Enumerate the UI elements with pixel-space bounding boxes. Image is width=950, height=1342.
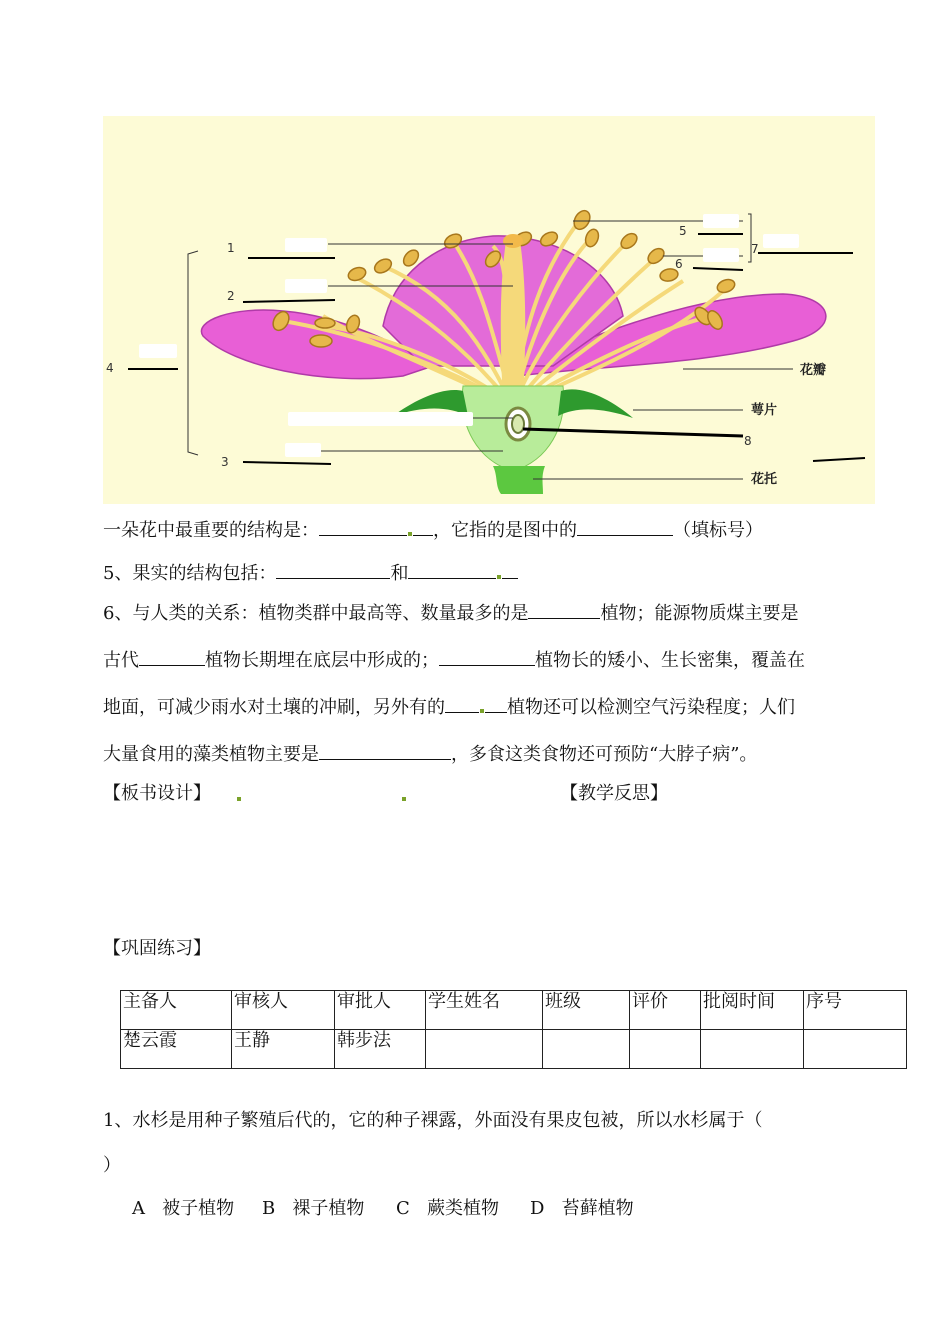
q-important-text-b: ，它指的是图中的 — [433, 520, 577, 541]
table-header-cell: 学生姓名 — [426, 991, 543, 1030]
q6-text: 地面，可减少雨水对土壤的冲刷，另外有的 — [103, 697, 445, 718]
label-7: 7 — [751, 242, 759, 256]
board-design-heading — [103, 782, 211, 806]
answer-blank[interactable] — [502, 560, 518, 579]
option-letter: D — [530, 1198, 545, 1219]
answer-blank[interactable] — [139, 647, 205, 666]
question-5 — [103, 560, 518, 586]
question-1-line1 — [103, 1109, 762, 1133]
table-header-cell: 审批人 — [335, 991, 426, 1030]
option-text: 裸子植物 — [292, 1198, 365, 1219]
label-6: 6 — [675, 257, 683, 271]
answer-blank[interactable] — [413, 517, 433, 536]
q6-text: 6、与人类的关系：植物类群中最高等、数量最多的是 — [103, 603, 529, 624]
label-petal: 花瓣 — [800, 363, 827, 378]
table-header-cell: 主备人 — [121, 991, 232, 1030]
q6-text: 植物还可以检测空气污染程度；人们 — [507, 697, 795, 718]
q-important-text-a: 一朵花中最重要的结构是： — [103, 520, 319, 541]
question-1-text-end: ） — [103, 1155, 121, 1176]
question-important-structure — [103, 517, 763, 543]
dot-marker — [480, 709, 484, 713]
answer-blank[interactable] — [577, 517, 673, 536]
table-header-cell: 班级 — [543, 991, 630, 1030]
label-sepal: 萼片 — [751, 403, 778, 418]
label-5: 5 — [679, 224, 687, 238]
table-row — [121, 1030, 907, 1069]
teaching-reflection-label: 【教学反思】 — [560, 783, 668, 804]
question-6-line3 — [103, 694, 795, 720]
label-8: 8 — [744, 434, 752, 448]
practice-heading-label: 【巩固练习】 — [103, 938, 211, 959]
flower-diagram-svg — [103, 116, 875, 504]
table-header-cell: 评价 — [630, 991, 701, 1030]
practice-heading — [103, 937, 211, 961]
q6-text: 植物长的矮小、生长密集，覆盖在 — [535, 650, 805, 671]
receptacle-shape — [493, 466, 545, 494]
answer-blank[interactable] — [408, 560, 496, 579]
option-letter: B — [262, 1198, 276, 1219]
q6-text: 大量食用的藻类植物主要是 — [103, 744, 319, 765]
table-cell: 楚云霞 — [121, 1030, 232, 1069]
table-cell[interactable] — [701, 1030, 804, 1069]
question-1-text: 1、水杉是用种子繁殖后代的，它的种子裸露，外面没有果皮包被，所以水杉属于（ — [103, 1110, 763, 1131]
label-receptacle: 花托 — [751, 472, 778, 487]
option-c[interactable] — [396, 1197, 530, 1221]
table-cell[interactable] — [630, 1030, 701, 1069]
label-2: 2 — [227, 289, 235, 303]
table-cell[interactable] — [426, 1030, 543, 1069]
preparer-info-table — [120, 990, 907, 1069]
table-cell[interactable] — [804, 1030, 907, 1069]
option-d[interactable] — [530, 1197, 634, 1221]
label-1: 1 — [227, 241, 235, 255]
answer-blank[interactable] — [485, 694, 507, 713]
dot-marker — [408, 532, 412, 536]
table-cell: 王静 — [232, 1030, 335, 1069]
q6-text: 植物长期埋在底层中形成的； — [205, 650, 439, 671]
table-header-cell: 序号 — [804, 991, 907, 1030]
sepal-right — [558, 389, 633, 418]
answer-blank[interactable] — [439, 647, 535, 666]
q6-text: 植物；能源物质煤主要是 — [600, 603, 799, 624]
option-letter: A — [132, 1198, 145, 1219]
answer-blank[interactable] — [528, 600, 600, 619]
q5-text-a: 5、果实的结构包括： — [103, 563, 277, 584]
question-1-line2 — [103, 1154, 121, 1178]
answer-blank[interactable] — [319, 741, 451, 760]
question-6-line1 — [103, 600, 798, 626]
option-text: 被子植物 — [162, 1198, 235, 1219]
label-4: 4 — [106, 361, 114, 375]
table-header-cell: 批阅时间 — [701, 991, 804, 1030]
q5-text-b: 和 — [390, 563, 409, 584]
stigma — [503, 234, 523, 248]
option-text: 蕨类植物 — [426, 1198, 499, 1219]
question-1-options — [132, 1197, 634, 1221]
option-letter: C — [396, 1198, 410, 1219]
question-6-line4 — [103, 741, 757, 767]
answer-blank[interactable] — [319, 517, 407, 536]
board-design-label: 【板书设计】 — [103, 783, 211, 804]
q-important-text-c: （填标号） — [673, 520, 763, 541]
dot-marker — [402, 797, 406, 801]
pistil-style — [501, 241, 526, 406]
dot-marker — [237, 797, 241, 801]
table-header-row — [121, 991, 907, 1030]
table-header-cell: 审核人 — [232, 991, 335, 1030]
answer-blank[interactable] — [276, 560, 390, 579]
table-cell: 韩步法 — [335, 1030, 426, 1069]
option-a[interactable] — [132, 1197, 262, 1221]
option-text: 苔藓植物 — [561, 1198, 634, 1219]
option-b[interactable] — [262, 1197, 396, 1221]
flower-structure-diagram — [103, 116, 875, 504]
dot-marker — [497, 575, 501, 579]
label-3: 3 — [221, 455, 229, 469]
q6-text: ，多食这类食物还可预防“大脖子病”。 — [451, 744, 758, 765]
q6-text: 古代 — [103, 650, 139, 671]
teaching-reflection-heading — [560, 782, 668, 806]
question-6-line2 — [103, 647, 805, 673]
answer-blank[interactable] — [445, 694, 479, 713]
table-cell[interactable] — [543, 1030, 630, 1069]
